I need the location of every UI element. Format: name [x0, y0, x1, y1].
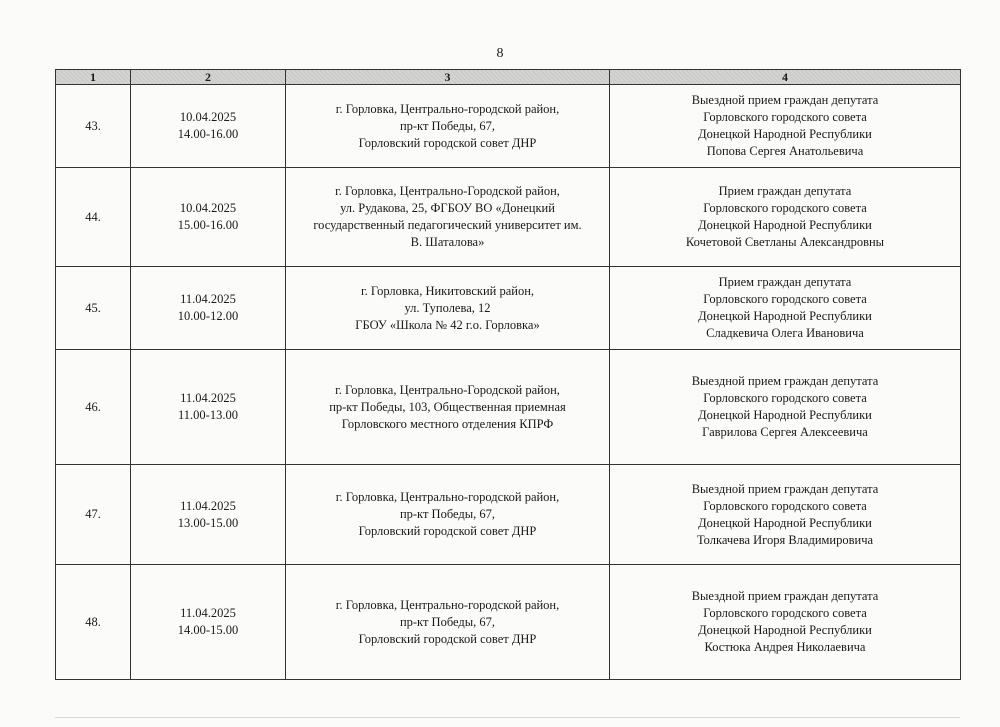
- table-header-row: [56, 70, 961, 85]
- row-event: Прием граждан депутата Горловского городского совета Донецкой Народной Республики Сладкевича Олега Ивановича: [610, 267, 961, 350]
- row-datetime: 10.04.2025 14.00-16.00: [131, 85, 286, 168]
- row-event: Выездной прием граждан депутата Горловского городского совета Донецкой Народной Республики Попова Сергея Анатольевича: [610, 85, 961, 168]
- row-address: г. Горловка, Никитовский район, ул. Туполева, 12 ГБОУ «Школа № 42 г.о. Горловка»: [286, 267, 610, 350]
- row-address: г. Горловка, Центрально-Городской район, пр-кт Победы, 103, Общественная приемная Горловского местного отделения КПРФ: [286, 350, 610, 465]
- row-event: Выездной прием граждан депутата Горловского городского совета Донецкой Народной Республики Гаврилова Сергея Алексеевича: [610, 350, 961, 465]
- table-row: [56, 168, 961, 267]
- row-address: г. Горловка, Центрально-городской район, пр-кт Победы, 67, Горловский городской совет ДНР: [286, 85, 610, 168]
- column-header: 3: [286, 70, 610, 85]
- row-number: 48.: [56, 565, 131, 680]
- row-number: 44.: [56, 168, 131, 267]
- row-address: г. Горловка, Центрально-городской район, пр-кт Победы, 67, Горловский городской совет ДНР: [286, 465, 610, 565]
- row-number: 47.: [56, 465, 131, 565]
- row-number: 45.: [56, 267, 131, 350]
- row-event: Выездной прием граждан депутата Горловского городского совета Донецкой Народной Республики Толкачева Игоря Владимировича: [610, 465, 961, 565]
- table-row: [56, 465, 961, 565]
- schedule-table: [55, 69, 961, 680]
- column-header: 1: [56, 70, 131, 85]
- column-header: 2: [131, 70, 286, 85]
- table-row: [56, 565, 961, 680]
- row-datetime: 11.04.2025 14.00-15.00: [131, 565, 286, 680]
- row-number: 43.: [56, 85, 131, 168]
- row-datetime: 11.04.2025 11.00-13.00: [131, 350, 286, 465]
- table-row: [56, 267, 961, 350]
- scan-edge-line: [55, 717, 960, 718]
- row-event: Выездной прием граждан депутата Горловского городского совета Донецкой Народной Республики Костюка Андрея Николаевича: [610, 565, 961, 680]
- row-number: 46.: [56, 350, 131, 465]
- row-datetime: 11.04.2025 13.00-15.00: [131, 465, 286, 565]
- row-address: г. Горловка, Центрально-городской район, пр-кт Победы, 67, Горловский городской совет ДНР: [286, 565, 610, 680]
- row-datetime: 10.04.2025 15.00-16.00: [131, 168, 286, 267]
- row-address: г. Горловка, Центрально-Городской район, ул. Рудакова, 25, ФГБОУ ВО «Донецкий государственный педагогический университет им. В. Шаталова»: [286, 168, 610, 267]
- table-row: [56, 350, 961, 465]
- row-event: Прием граждан депутата Горловского городского совета Донецкой Народной Республики Кочетовой Светланы Александровны: [610, 168, 961, 267]
- column-header: 4: [610, 70, 961, 85]
- table-row: [56, 85, 961, 168]
- row-datetime: 11.04.2025 10.00-12.00: [131, 267, 286, 350]
- page-number: 8: [496, 46, 504, 61]
